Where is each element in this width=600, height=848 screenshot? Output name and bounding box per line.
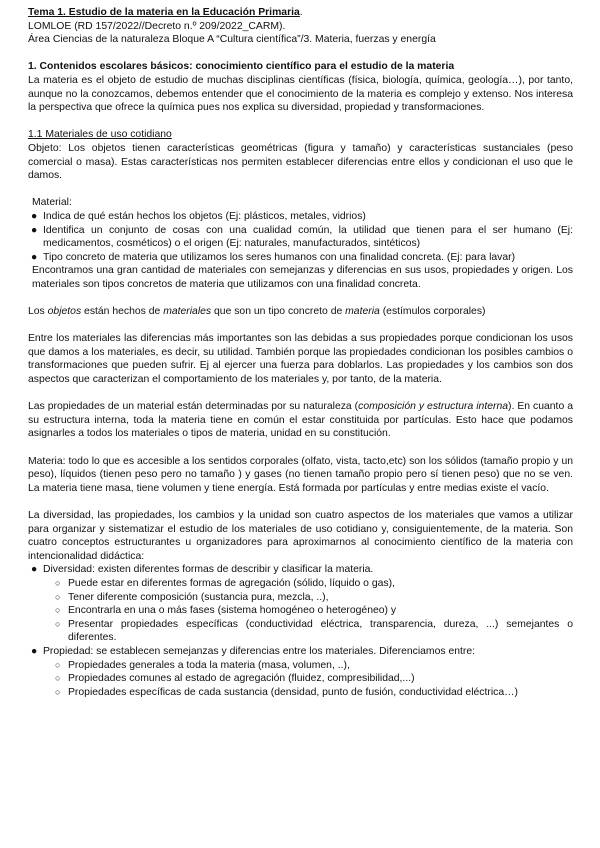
sub-list-item-text: Presentar propiedades específicas (conductividad eléctrica, transparencia, dureza, ...) semejantes o diferentes. xyxy=(68,618,573,644)
list-item xyxy=(28,251,573,265)
list-item xyxy=(28,224,573,251)
propiedades-text-2: ). En cuanto a su estructura interna, toda la materia tiene en común el estar constituida por partículas. Esto hace que podamos asignarles a todos los materiales o tipos de materia, unidad en su constitución. xyxy=(28,401,573,440)
list-item-text: Tipo concreto de materia que utilizamos los seres humanos con una finalidad concreta. (Ej: para lavar) xyxy=(43,251,516,263)
diferencias-paragraph: Entre los materiales las diferencias más importantes son las debidas a sus propiedades porque condicionan los usos que damos a los materiales, es decir, su utilidad. También porque las propiedades condicionan los posibles cambios o transformaciones que pueden sufrir. Ej al ejercer una fuerza para doblarlos. Las propiedades y los cambios son dos aspectos que caracterizan el comportamiento de los materiales y, por tanto, de la materia. xyxy=(28,333,573,386)
propiedades-paragraph xyxy=(28,400,573,441)
encontramos-paragraph: Encontramos una gran cantidad de materiales con semejanzas y diferencias en sus usos, propiedades y origen. Los materiales son tipos concretos de materia que utilizamos con una finalidad concreta. xyxy=(32,265,573,290)
materiales-term: materiales xyxy=(163,306,212,318)
circle-bullet-icon: ○ xyxy=(55,618,61,629)
sub-list-item xyxy=(28,577,573,591)
objetos-text-4: (estímulos corporales) xyxy=(379,306,486,318)
list-item-text: Identifica un conjunto de cosas con una cualidad común, la utilidad que tienen para el ser humano (Ej: medicamentos, cosméticos) o el origen (Ej: naturales, manufacturados, sintéticos) xyxy=(43,224,573,250)
list-item xyxy=(28,210,573,224)
bullet-icon: ● xyxy=(31,224,38,236)
section-1-1-heading: 1.1 Materiales de uso cotidiano xyxy=(28,129,172,141)
title-text: Tema 1. Estudio de la materia en la Educación Primaria xyxy=(28,7,300,18)
objetos-text-3: que son un tipo concreto de xyxy=(211,306,346,318)
area-reference: Área Ciencias de la naturaleza Bloque A “Cultura científica”/3. Materia, fuerzas y energía xyxy=(28,34,436,46)
sub-list-item xyxy=(28,686,573,700)
circle-bullet-icon: ○ xyxy=(55,577,61,588)
section-1-intro: La materia es el objeto de estudio de muchas disciplinas científicas (física, biología, química, geología…), por tanto, aunque no la conozcamos, debemos entender que el conocimiento de la materia es complejo y extenso. Nos interesa la perspectiva que ofrece la química pues nos explica su diversidad, propiedad y transformaciones. xyxy=(28,74,573,114)
section-1-heading: 1. Contenidos escolares básicos: conocimiento científico para el estudio de la materia xyxy=(28,61,455,73)
title-period: . xyxy=(299,7,303,18)
circle-bullet-icon: ○ xyxy=(55,659,61,670)
materia-term: materia xyxy=(345,306,380,318)
sub-list-item xyxy=(28,659,573,673)
list-item-text: Propiedad: se establecen semejanzas y diferencias entre los materiales. Diferenciamos entre: xyxy=(43,645,476,657)
objetos-text-2: están hechos de xyxy=(81,306,164,318)
material-label: Material: xyxy=(32,197,72,209)
list-item xyxy=(28,645,573,699)
material-list xyxy=(28,210,573,264)
circle-bullet-icon: ○ xyxy=(55,686,61,697)
circle-bullet-icon: ○ xyxy=(55,605,61,616)
sub-list-item xyxy=(28,672,573,686)
circle-bullet-icon: ○ xyxy=(55,591,61,602)
objeto-paragraph: Objeto: Los objetos tienen características geométricas (figura y tamaño) y características sustanciales (peso comercial o masa). Estas características nos permiten establecer diferencias entre ellos y condicionan el uso que le damos. xyxy=(28,142,573,182)
sub-list-item xyxy=(28,591,573,605)
list-item-text: Indica de qué están hechos los objetos (Ej: plásticos, metales, vidrios) xyxy=(43,210,366,222)
bullet-icon: ● xyxy=(31,210,38,222)
objetos-term: objetos xyxy=(47,306,82,318)
bullet-icon: ● xyxy=(31,645,38,657)
bullet-icon: ● xyxy=(31,564,38,576)
law-reference: LOMLOE (RD 157/2022//Decreto n.º 209/2022_CARM). xyxy=(28,20,286,32)
materia-definition: Materia: todo lo que es accesible a los sentidos corporales (olfato, vista, tacto,etc) son los sólidos (tamaño propio y un peso), líquidos (tienen peso pero no tamaño ) y gases (no tienen tamaño propio pero sí tienen peso) que no se ven. La materia tiene masa, tiene volumen y tiene energía. Está formada por partículas y entre medias existe el vacío. xyxy=(28,455,573,494)
sub-list xyxy=(28,577,573,645)
bullet-icon: ● xyxy=(31,251,38,263)
circle-bullet-icon: ○ xyxy=(55,673,61,684)
list-item xyxy=(28,563,573,645)
diversidad-intro: La diversidad, las propiedades, los cambios y la unidad son cuatro aspectos de los materiales que vamos a utilizar para organizar y sistematizar el estudio de los materiales de uso cotidiano y, consiguientemente, de la materia. Son cuatro conceptos estructurantes u organizadores para aproximarnos al conocimiento científico de la materia con intencionalidad didáctica: xyxy=(28,509,573,562)
document-title xyxy=(28,6,573,20)
sub-list xyxy=(28,659,573,700)
sub-list-item-text: Propiedades comunes al estado de agregación (fluidez, compresibilidad,...) xyxy=(68,673,415,685)
composicion-term: composición y estructura interna xyxy=(358,401,509,413)
list-item-text: Diversidad: existen diferentes formas de describir y clasificar la materia. xyxy=(43,564,374,576)
sub-list-item xyxy=(28,604,573,618)
sub-list-item-text: Puede estar en diferentes formas de agregación (sólido, líquido o gas), xyxy=(68,577,395,589)
sub-list-item-text: Tener diferente composición (sustancia pura, mezcla, ..), xyxy=(68,591,329,603)
concepts-list xyxy=(28,563,573,699)
sub-list-item-text: Encontrarla en una o más fases (sistema homogéneo o heterogéneo) y xyxy=(68,605,397,617)
objetos-text-1: Los xyxy=(28,306,48,318)
sub-list-item-text: Propiedades específicas de cada sustancia (densidad, punto de fusión, conductividad eléctrica…) xyxy=(68,686,518,698)
objetos-sentence xyxy=(28,305,573,319)
propiedades-text-1: Las propiedades de un material están determinadas por su naturaleza ( xyxy=(28,401,359,413)
sub-list-item-text: Propiedades generales a toda la materia (masa, volumen, ..), xyxy=(68,659,350,671)
sub-list-item xyxy=(28,618,573,645)
